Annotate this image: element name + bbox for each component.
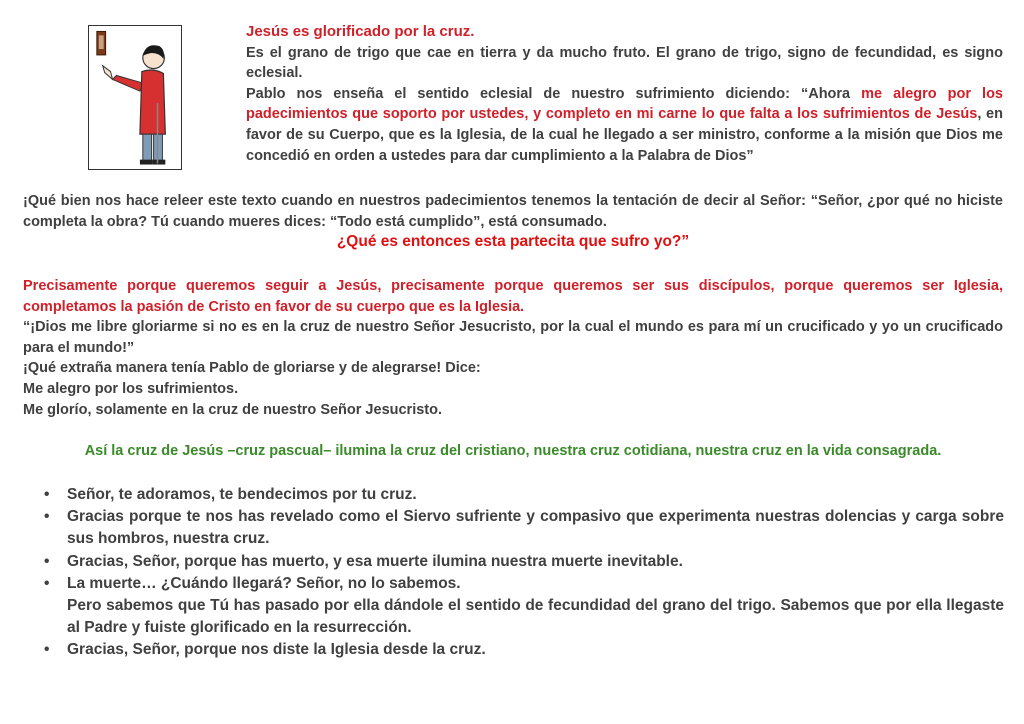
prayer-continuation: Pero sabemos que Tú has pasado por ella dándole el sentido de fecundidad del grano del trigo. Sabemos que por ella llegaste al Padre y fuiste glorificado en la resurrección. xyxy=(67,597,1004,637)
illustration-man-at-cross xyxy=(88,25,182,170)
list-item: • Gracias, Señor, porque nos diste la Iglesia desde la cruz. xyxy=(44,639,1004,661)
galatians-quote: “¡Dios me libre gloriarme si no es en la cruz de nuestro Señor Jesucristo, por la cual el mundo es para mí un crucificado y yo un crucificado para el mundo!” xyxy=(23,319,1003,356)
intro-paragraph: Es el grano de trigo que cae en tierra y da mucho fruto. El grano de trigo, signo de fecundidad, es signo eclesial. xyxy=(246,44,1003,82)
response-line-3: Me glorío, solamente en la cruz de nuestro Señor Jesucristo. xyxy=(23,401,442,418)
bullet-icon: • xyxy=(44,641,50,659)
response-section xyxy=(23,276,1003,420)
pablo-paragraph: Pablo nos enseña el sentido eclesial de nuestro sufrimiento diciendo: “Ahora me alegro por los padecimientos que soporto por ustedes, y completo en mi carne lo que falta a los sufrimientos de Jesús, en favor de su Cuerpo, que es la Iglesia, de la cual he llegado a ser ministro, conforme a la misión que Dios me concedió en orden a ustedes para dar cumplimiento a la Palabra de Dios” xyxy=(246,85,1003,164)
scripture-highlight: me alegro por los padecimientos que soporto por ustedes, y completo en mi carne lo que falta a los sufrimientos de Jesús xyxy=(246,85,1003,123)
bullet-icon: • xyxy=(44,486,50,503)
pascal-cross-line: Así la cruz de Jesús –cruz pascual– ilumina la cruz del cristiano, nuestra cruz cotidiana, nuestra cruz en la vida consagrada. xyxy=(84,443,942,459)
bullet-icon: • xyxy=(44,508,50,526)
reflection-paragraph: ¡Qué bien nos hace releer este texto cuando en nuestros padecimientos tenemos la tentación de decir al Señor: “Señor, ¿por qué no hiciste completa la obra? Tú cuando mueres dices: “Todo está cumplido”, está consumado. xyxy=(23,193,1003,230)
response-red-paragraph: Precisamente porque queremos seguir a Jesús, precisamente porque queremos ser sus discípulos, porque queremos ser Iglesia, completamos la pasión de Cristo en favor de su cuerpo que es la Iglesia. xyxy=(23,278,1003,315)
list-item: • La muerte… ¿Cuándo llegará? Señor, no lo sabemos. Pero sabemos que Tú has pasado por ella dándole el sentido de fecundidad del grano del trigo. Sabemos que por ella llegaste al Padre y fuiste glorificado en la resurrección. xyxy=(44,573,1004,640)
response-line-1: ¡Qué extraña manera tenía Pablo de gloriarse y de alegrarse! Dice: xyxy=(23,360,481,377)
reflection-section xyxy=(23,191,1003,253)
list-item: • Gracias porque te nos has revelado como el Siervo sufriente y compasivo que experimenta nuestras dolencias y carga sobre sus hombros, nuestra cruz. xyxy=(44,508,1004,548)
prayer-list xyxy=(44,484,1004,662)
bullet-icon: • xyxy=(44,574,50,592)
central-question: ¿Qué es entonces esta partecita que sufro yo?” xyxy=(336,233,690,251)
list-item: • Señor, te adoramos, te bendecimos por tu cruz. xyxy=(44,484,1004,506)
bullet-icon: • xyxy=(44,552,50,570)
section-title: Jesús es glorificado por la cruz. xyxy=(246,23,475,40)
list-item: • Gracias, Señor, porque has muerto, y esa muerte ilumina nuestra muerte inevitable. xyxy=(44,551,1004,573)
man-pointing-at-crucifix-drawing xyxy=(89,26,181,169)
response-line-2: Me alegro por los sufrimientos. xyxy=(23,380,239,397)
intro-section xyxy=(246,22,1003,166)
